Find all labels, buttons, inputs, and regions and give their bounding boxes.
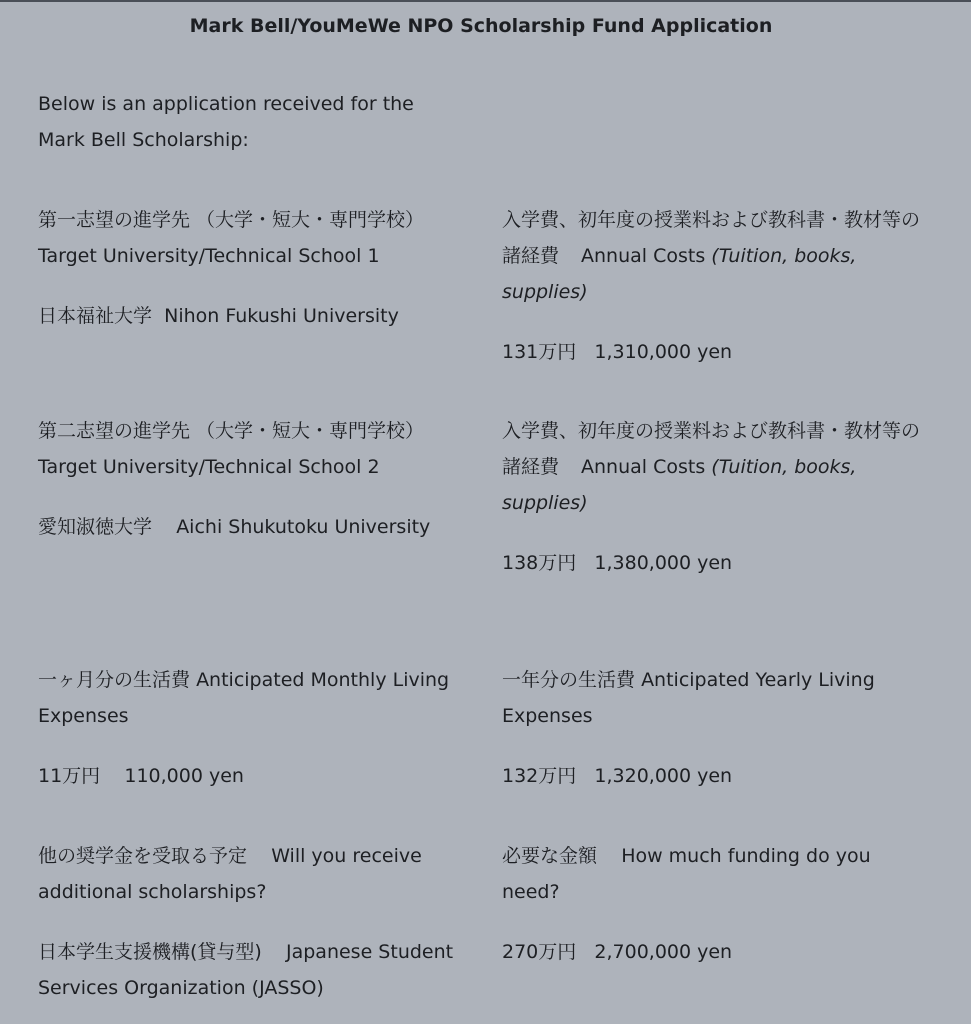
- field-funding-needed: [502, 838, 922, 970]
- answer: 132万円 1,320,000 yen: [502, 765, 733, 787]
- question: 他の奨学金を受取る予定 Will you receive additional scholarships?: [38, 845, 422, 903]
- answer: 日本福祉大学 Nihon Fukushi University: [38, 305, 399, 327]
- top-border: [0, 0, 971, 2]
- question: 一ヶ月分の生活費 Anticipated Monthly Living Expenses: [38, 669, 450, 727]
- answer: 270万円 2,700,000 yen: [502, 941, 733, 963]
- answer: 138万円 1,380,000 yen: [502, 552, 733, 574]
- field-yearly-living: [502, 662, 922, 794]
- answer: 11万円 110,000 yen: [38, 765, 244, 787]
- answer: 愛知淑徳大学 Aichi Shukutoku University: [38, 516, 431, 538]
- page-title: Mark Bell/YouMeWe NPO Scholarship Fund Application: [189, 15, 773, 37]
- field-target-school-1: [38, 202, 463, 334]
- answer: 131万円 1,310,000 yen: [502, 341, 733, 363]
- question: 入学費、初年度の授業料および教科書・教材等の諸経費 Annual Costs (Tuition, books, supplies): [502, 209, 921, 303]
- question: 入学費、初年度の授業料および教科書・教材等の諸経費 Annual Costs (Tuition, books, supplies): [502, 420, 921, 514]
- field-monthly-living: [38, 662, 463, 794]
- field-target-school-2: [38, 413, 463, 545]
- question: 必要な金額 How much funding do you need?: [502, 845, 871, 903]
- field-annual-costs-1: [502, 202, 922, 370]
- field-additional-scholarships: [38, 838, 463, 1006]
- answer: 日本学生支援機構(貸与型) Japanese Student Services Organization (JASSO): [38, 941, 454, 999]
- intro-text: Below is an application received for the Mark Bell Scholarship:: [38, 93, 414, 151]
- question: 第二志望の進学先 （大学・短大・専門学校）Target University/Technical School 2: [38, 420, 425, 478]
- field-annual-costs-2: [502, 413, 922, 581]
- question: 一年分の生活費 Anticipated Yearly Living Expenses: [502, 669, 875, 727]
- question: 第一志望の進学先 （大学・短大・専門学校）Target University/Technical School 1: [38, 209, 425, 267]
